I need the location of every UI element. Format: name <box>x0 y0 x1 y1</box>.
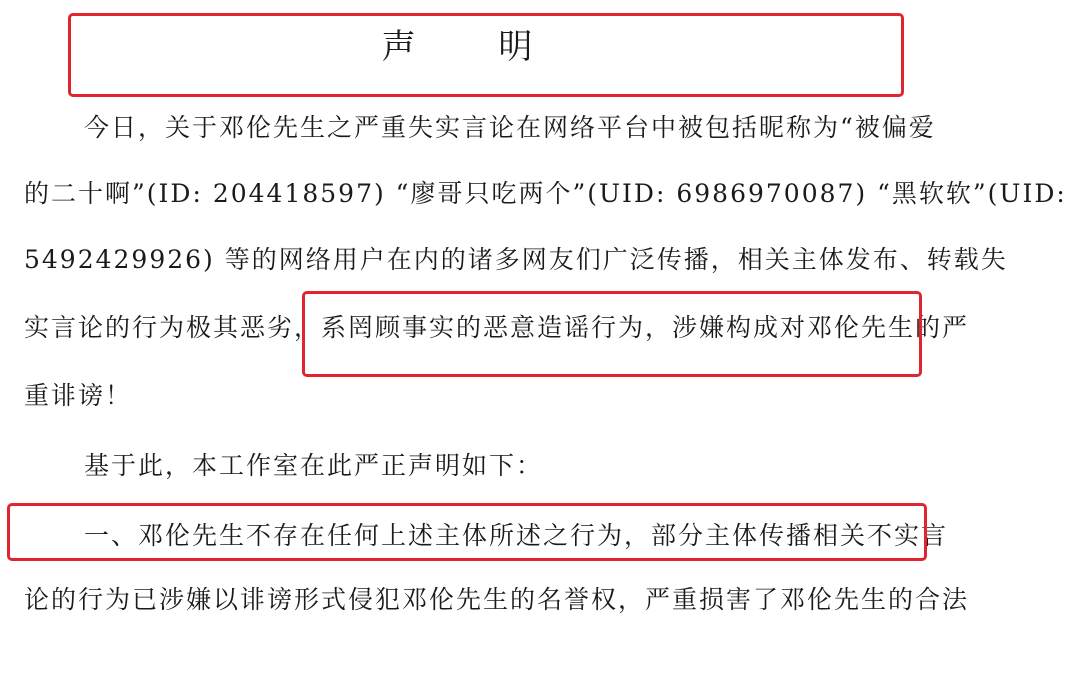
paragraph-3-line-2: 论的行为已涉嫌以诽谤形式侵犯邓伦先生的名誉权，严重损害了邓伦先生的合法 <box>24 585 970 614</box>
paragraph-1-line-3: 5492429926) 等的网络用户在内的诸多网友们广泛传播，相关主体发布、转载失 <box>24 245 1008 274</box>
paragraph-1-line-1: 今日，关于邓伦先生之严重失实言论在网络平台中被包括昵称为“被偏爱 <box>84 113 936 142</box>
document-title: 声 明 <box>381 27 569 67</box>
paragraph-1-line-2: 的二十啊”(ID: 204418597) “廖哥只吃两个”(UID: 6986970087) “黑软软”(UID: <box>24 179 1067 208</box>
paragraph-3-line-1: 一、邓伦先生不存在任何上述主体所述之行为，部分主体传播相关不实言 <box>84 521 949 550</box>
paragraph-1-line-4: 实言论的行为极其恶劣，系罔顾事实的恶意造谣行为，涉嫌构成对邓伦先生的严 <box>24 313 970 342</box>
paragraph-2-line-1: 基于此，本工作室在此严正声明如下： <box>84 451 544 480</box>
paragraph-1-line-5: 重诽谤！ <box>24 381 133 410</box>
